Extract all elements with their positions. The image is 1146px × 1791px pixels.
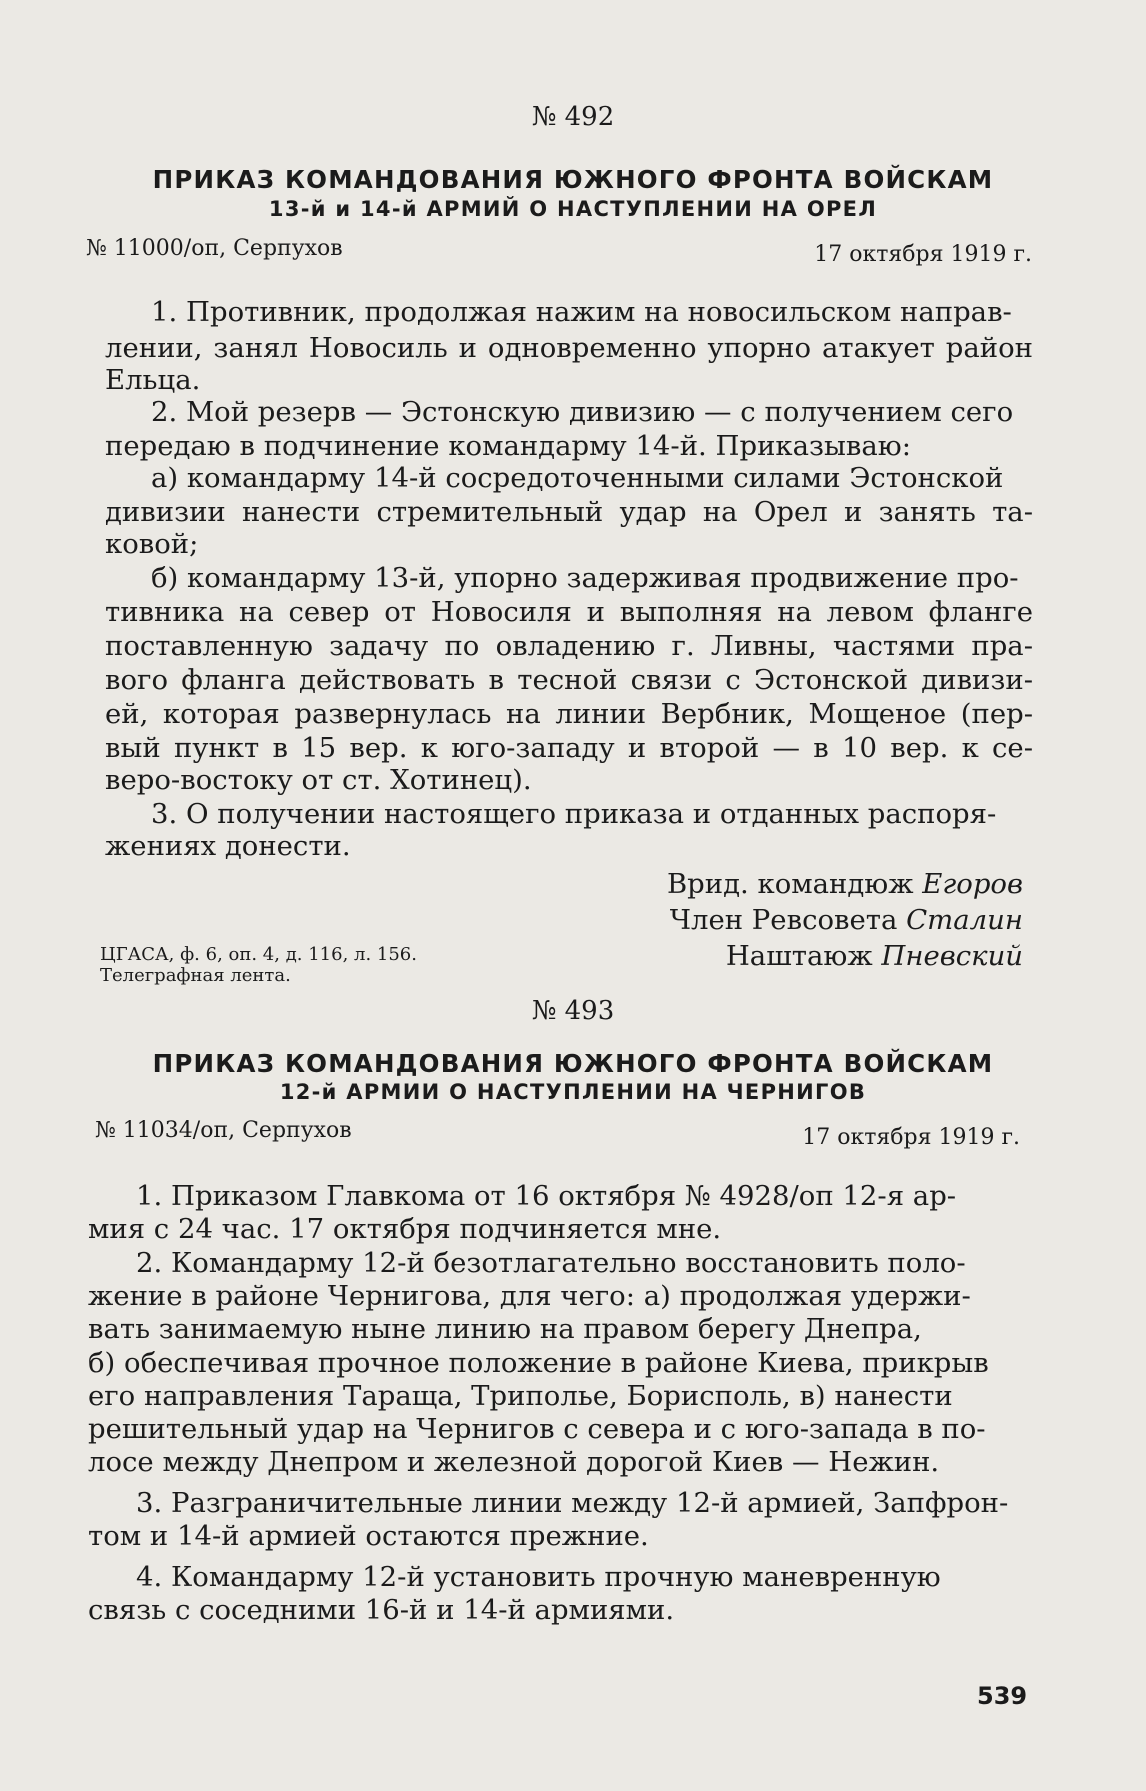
doc2-date: 17 октября 1919 г. <box>802 1125 1020 1150</box>
doc1-line: веро-востоку от ст. Хотинец). <box>105 764 532 796</box>
signature-title: Член Ревсовета <box>669 904 898 936</box>
doc2-line: 1. Приказом Главкома от 16 октября № 4928/оп 12-я ар- <box>136 1180 957 1212</box>
doc2-title-line1: ПРИКАЗ КОМАНДОВАНИЯ ЮЖНОГО ФРОНТА ВОЙСКАМ <box>152 1049 994 1078</box>
doc1-title-line2: 13-й и 14-й АРМИЙ О НАСТУПЛЕНИИ НА ОРЕЛ <box>268 197 878 221</box>
doc1-line: б) командарму 13-й, упорно задерживая продвижение про- <box>151 562 1019 594</box>
signature-title: Наштаюж <box>725 940 873 972</box>
doc2-line: мия с 24 час. 17 октября подчиняется мне. <box>88 1213 722 1245</box>
doc1-number: № 492 <box>531 102 615 132</box>
doc1-line: ей, которая развернулась на линии Вербник, Мощеное (пер- <box>105 698 1033 730</box>
doc1-line: передаю в подчинение командарму 14-й. Приказываю: <box>105 430 911 462</box>
doc2-line: 4. Командарму 12-й установить прочную маневренную <box>136 1561 941 1593</box>
doc1-reference: № 11000/оп, Серпухов <box>86 236 343 261</box>
doc2-line: жение в районе Чернигова, для чего: а) продолжая удержи- <box>88 1280 971 1312</box>
doc1-line: Ельца. <box>105 364 201 396</box>
signature-name: Пневский <box>881 940 1023 972</box>
signature-name: Сталин <box>906 904 1023 936</box>
doc1-line: жениях донести. <box>105 830 351 862</box>
doc1-line: 2. Мой резерв — Эстонскую дивизию — с получением сего <box>151 396 1014 428</box>
signature-name: Егоров <box>922 868 1023 900</box>
doc2-line: б) обеспечивая прочное положение в районе Киева, прикрыв <box>88 1347 989 1379</box>
doc2-title-line2: 12-й АРМИИ О НАСТУПЛЕНИИ НА ЧЕРНИГОВ <box>279 1080 867 1104</box>
doc2-number: № 493 <box>531 996 615 1026</box>
doc2-line: связь с соседними 16-й и 14-й армиями. <box>88 1594 675 1626</box>
doc2-line: решительный удар на Чернигов с севера и с юго-запада в по- <box>88 1413 986 1445</box>
signature-egorov <box>667 868 1023 900</box>
doc1-line: 3. О получении настоящего приказа и отданных распоря- <box>151 798 997 830</box>
doc2-line: вать занимаемую ныне линию на правом берегу Днепра, <box>88 1313 922 1345</box>
doc1-line: вого фланга действовать в тесной связи с Эстонской дивизи- <box>105 664 1033 696</box>
page-number: 539 <box>977 1682 1028 1710</box>
doc1-line: ковой; <box>105 528 199 560</box>
doc1-line: 1. Противник, продолжая нажим на новосильском направ- <box>151 296 1012 328</box>
signature-title: Врид. командюж <box>666 868 914 900</box>
doc1-line: поставленную задачу по овладению г. Ливны, частями пра- <box>105 630 1033 662</box>
doc2-reference: № 11034/оп, Серпухов <box>95 1118 352 1143</box>
doc1-line: тивника на север от Новосиля и выполняя на левом фланге <box>105 596 1033 628</box>
doc2-line: его направления Тараща, Триполье, Борисполь, в) нанести <box>88 1380 953 1412</box>
doc2-line: 2. Командарму 12-й безотлагательно восстановить поло- <box>136 1247 966 1279</box>
doc1-title-line1: ПРИКАЗ КОМАНДОВАНИЯ ЮЖНОГО ФРОНТА ВОЙСКАМ <box>152 165 994 194</box>
signature-stalin <box>670 904 1023 936</box>
doc1-line: дивизии нанести стремительный удар на Орел и занять та- <box>105 496 1033 528</box>
doc2-line: лосе между Днепром и железной дорогой Киев — Нежин. <box>88 1446 940 1478</box>
doc1-line: вый пункт в 15 вер. к юго-западу и второй — в 10 вер. к се- <box>105 732 1033 764</box>
signature-pnevsky <box>726 940 1023 972</box>
doc2-line: 3. Разграничительные линии между 12-й армией, Запфрон- <box>136 1487 1009 1519</box>
doc1-line: а) командарму 14-й сосредоточенными силами Эстонской <box>151 462 1004 494</box>
doc2-line: том и 14-й армией остаются прежние. <box>88 1520 649 1552</box>
doc1-line: лении, занял Новосиль и одновременно упорно атакует район <box>105 332 1033 364</box>
doc1-source-type: Телеграфная лента. <box>100 965 291 986</box>
doc1-date: 17 октября 1919 г. <box>814 242 1032 267</box>
doc1-source: ЦГАСА, ф. 6, оп. 4, д. 116, л. 156. <box>100 944 417 965</box>
